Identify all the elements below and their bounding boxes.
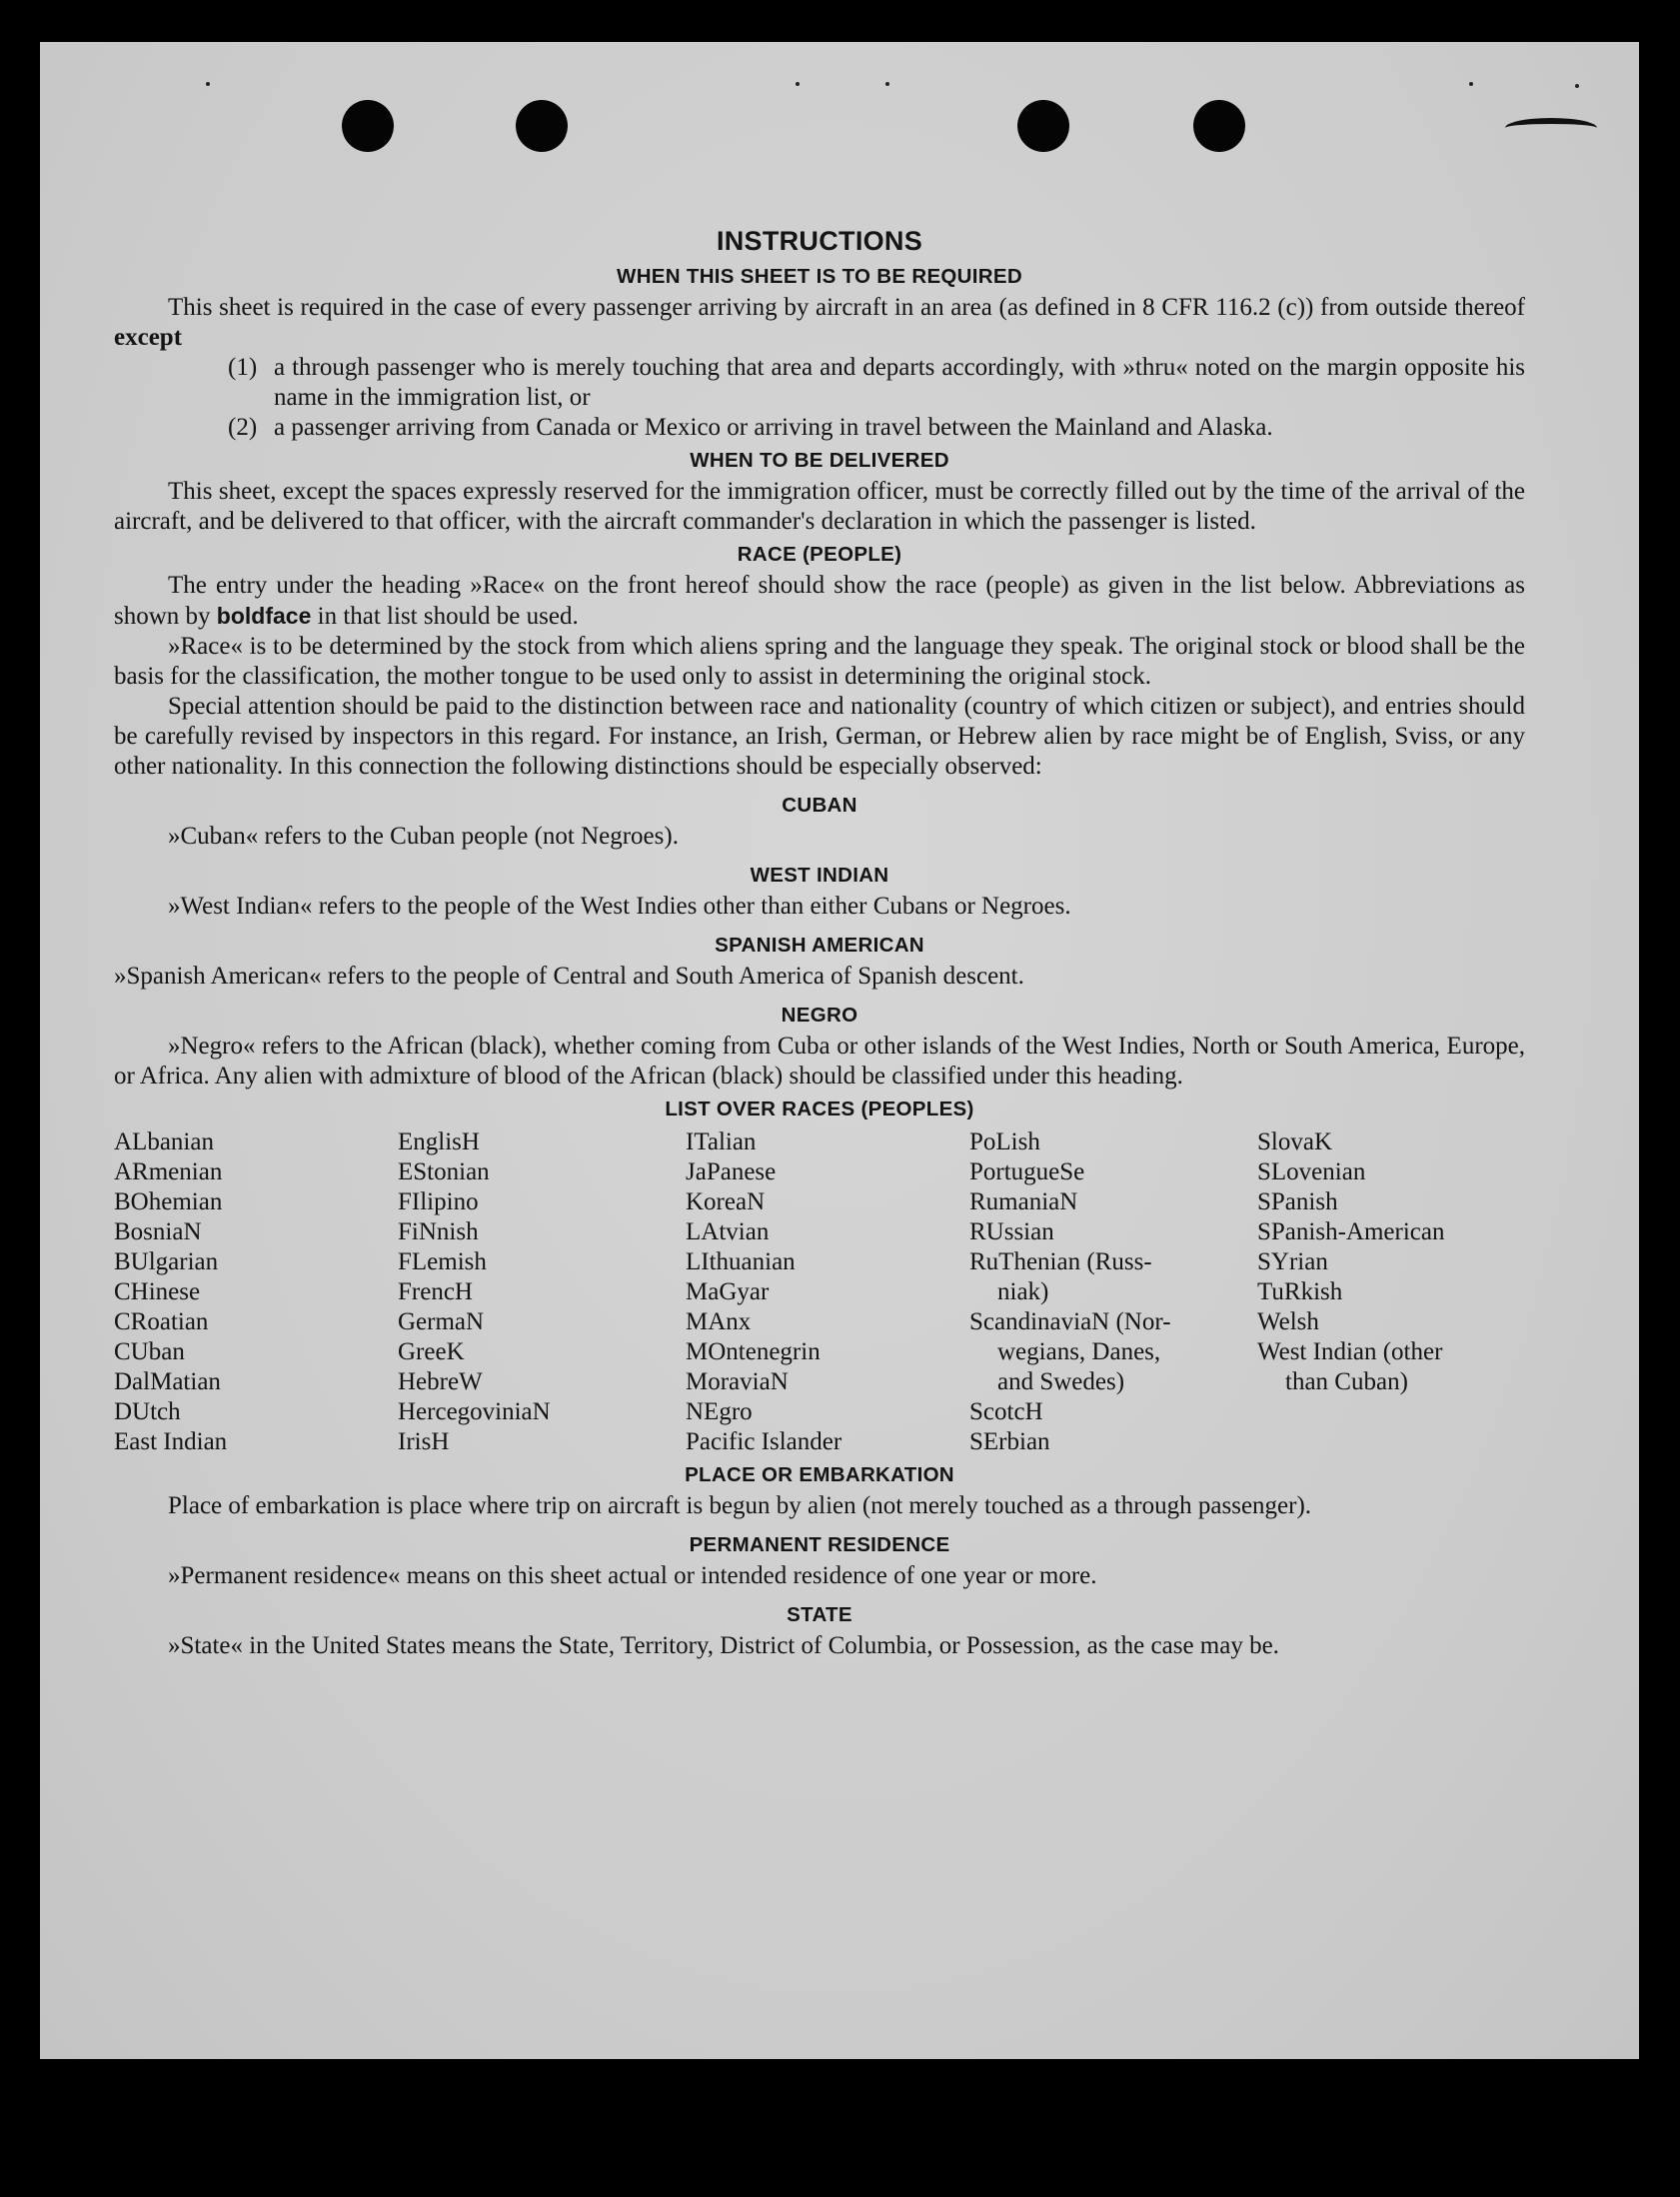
section-heading: WHEN TO BE DELIVERED xyxy=(690,449,949,472)
race-entry: JaPanese xyxy=(686,1158,777,1185)
race-entry: HercegoviniaN xyxy=(398,1398,551,1425)
race-entry: NEgro xyxy=(686,1398,753,1425)
race-entry: SPanish xyxy=(1257,1188,1338,1215)
race-entry: DUtch xyxy=(114,1398,181,1425)
race-entry: MaGyar xyxy=(686,1278,770,1305)
race-entry: FLemish xyxy=(398,1248,487,1275)
race-entry: SPanish-American xyxy=(1257,1218,1445,1245)
race-entry: FiNnish xyxy=(398,1218,479,1245)
race-entry: ALbanian xyxy=(114,1128,214,1155)
race-entry: MOntenegrin xyxy=(686,1338,821,1365)
section-heading: PERMANENT RESIDENCE xyxy=(689,1533,950,1556)
race-entry: PoLish xyxy=(969,1128,1040,1155)
race-column xyxy=(114,1127,398,1457)
section-paragraph: »Cuban« refers to the Cuban people (not Negroes). xyxy=(168,823,679,850)
race-entry: TuRkish xyxy=(1257,1278,1343,1305)
document-sheet xyxy=(40,42,1639,2059)
section-heading: NEGRO xyxy=(781,1004,858,1027)
race-entry: and Swedes) xyxy=(997,1368,1125,1395)
race-entry: SlovaK xyxy=(1257,1128,1332,1155)
race-column xyxy=(969,1127,1257,1457)
section-heading: LIST OVER RACES (PEOPLES) xyxy=(665,1098,974,1120)
race-entry: Pacific Islander xyxy=(686,1428,842,1455)
section-paragraph: »Race« is to be determined by the stock from which aliens spring and the language they speak. The original stock or blood shall be the basis for the classification, the mother tongue to be used only to assist in determining the original stock. xyxy=(114,633,1525,690)
section-paragraph: This sheet is required in the case of every passenger arriving by aircraft in an area (as defined in 8 CFR 116.2 (c)) from outside thereof except xyxy=(114,294,1525,351)
race-entry: EnglisH xyxy=(398,1128,480,1155)
list-item: (2) a passenger arriving from Canada or Mexico or arriving in travel between the Mainland and Alaska. xyxy=(228,414,1273,441)
speck xyxy=(206,82,210,86)
speck xyxy=(1469,82,1473,86)
race-entry: LAtvian xyxy=(686,1218,770,1245)
list-item: (1) a through passenger who is merely touching that area and departs accordingly, with »thru« noted on the margin opposite his name in the immigration list, or xyxy=(228,354,1525,411)
race-entry: CRoatian xyxy=(114,1308,209,1335)
race-column xyxy=(398,1127,686,1457)
section-paragraph: »Spanish American« refers to the people of Central and South America of Spanish descent. xyxy=(114,963,1024,990)
punch-hole xyxy=(1017,100,1069,152)
race-entry: RumaniaN xyxy=(969,1188,1078,1215)
corner-mark xyxy=(1505,118,1597,138)
race-entry: ARmenian xyxy=(114,1158,223,1185)
race-entry: niak) xyxy=(997,1278,1049,1305)
race-entry: GermaN xyxy=(398,1308,485,1335)
section-heading: SPANISH AMERICAN xyxy=(715,934,924,957)
race-entry: BOhemian xyxy=(114,1188,223,1215)
race-entry: CHinese xyxy=(114,1278,201,1305)
race-entry: MoraviaN xyxy=(686,1368,789,1395)
section-paragraph: Special attention should be paid to the distinction between race and nationality (country of which citizen or subject), and entries should be carefully revised by inspectors in this regard. For instance, an Irish, German, or Hebrew alien by race might be of English, Sviss, or any other nationality. In this connection the following distinctions should be especially observed: xyxy=(114,693,1525,780)
race-entry: FrencH xyxy=(398,1278,473,1305)
section-paragraph: The entry under the heading »Race« on the front hereof should show the race (people) as given in the list below. Abbreviations as shown by boldface in that list should be used. xyxy=(114,572,1525,630)
race-entry: Welsh xyxy=(1257,1308,1319,1335)
document-title: INSTRUCTIONS xyxy=(716,226,923,256)
race-column xyxy=(686,1127,969,1457)
punch-hole xyxy=(1193,100,1245,152)
section-heading: WHEN THIS SHEET IS TO BE REQUIRED xyxy=(617,265,1022,288)
section-heading: RACE (PEOPLE) xyxy=(737,543,902,566)
race-entry: East Indian xyxy=(114,1428,228,1455)
race-entry: LIthuanian xyxy=(686,1248,796,1275)
race-entry: ScandinaviaN (Nor- xyxy=(969,1308,1171,1335)
race-entry: wegians, Danes, xyxy=(997,1338,1161,1365)
race-entry: DalMatian xyxy=(114,1368,221,1395)
race-entry: PortugueSe xyxy=(969,1158,1085,1185)
race-entry: SErbian xyxy=(969,1428,1050,1455)
race-entry: SLovenian xyxy=(1257,1158,1366,1185)
instructions-content xyxy=(114,222,1525,1661)
section-heading: CUBAN xyxy=(782,794,857,817)
race-entry: GreeK xyxy=(398,1338,465,1365)
speck xyxy=(885,82,889,86)
race-entry: West Indian (other xyxy=(1257,1338,1443,1365)
section-paragraph: »Permanent residence« means on this sheet actual or intended residence of one year or more. xyxy=(168,1562,1097,1589)
section-heading: PLACE OR EMBARKATION xyxy=(685,1463,954,1486)
race-entry: SYrian xyxy=(1257,1248,1328,1275)
race-list xyxy=(114,1127,1525,1457)
race-entry: BUlgarian xyxy=(114,1248,219,1275)
section-heading: STATE xyxy=(787,1603,852,1626)
race-entry: EStonian xyxy=(398,1158,490,1185)
section-paragraph: »Negro« refers to the African (black), whether coming from Cuba or other islands of the West Indies, North or South America, Europe, or Africa. Any alien with admixture of blood of the African (black) should be classified under this heading. xyxy=(114,1033,1525,1090)
race-entry: HebreW xyxy=(398,1368,483,1395)
race-entry: than Cuban) xyxy=(1285,1368,1408,1395)
race-entry: BosniaN xyxy=(114,1218,202,1245)
race-column xyxy=(1257,1127,1525,1457)
race-entry: MAnx xyxy=(686,1308,752,1335)
section-heading: WEST INDIAN xyxy=(750,864,889,887)
section-paragraph: »State« in the United States means the State, Territory, District of Columbia, or Possession, as the case may be. xyxy=(168,1632,1279,1659)
race-entry: KoreaN xyxy=(686,1188,766,1215)
section-paragraph: »West Indian« refers to the people of the West Indies other than either Cubans or Negroes. xyxy=(168,893,1071,920)
race-entry: ITalian xyxy=(686,1128,757,1155)
race-entry: CUban xyxy=(114,1338,185,1365)
race-entry: RUssian xyxy=(969,1218,1054,1245)
speck xyxy=(796,82,800,86)
punch-hole xyxy=(342,100,394,152)
race-entry: ScotcH xyxy=(969,1398,1043,1425)
section-paragraph: This sheet, except the spaces expressly reserved for the immigration officer, must be correctly filled out by the time of the arrival of the aircraft, and be delivered to that officer, with the aircraft commander's declaration in which the passenger is listed. xyxy=(114,478,1525,535)
speck xyxy=(1575,84,1579,88)
race-entry: FIlipino xyxy=(398,1188,479,1215)
race-entry: IrisH xyxy=(398,1428,450,1455)
punch-hole xyxy=(516,100,568,152)
section-paragraph: Place of embarkation is place where trip on aircraft is begun by alien (not merely touched as a through passenger). xyxy=(168,1492,1312,1519)
race-entry: RuThenian (Russ- xyxy=(969,1248,1152,1275)
